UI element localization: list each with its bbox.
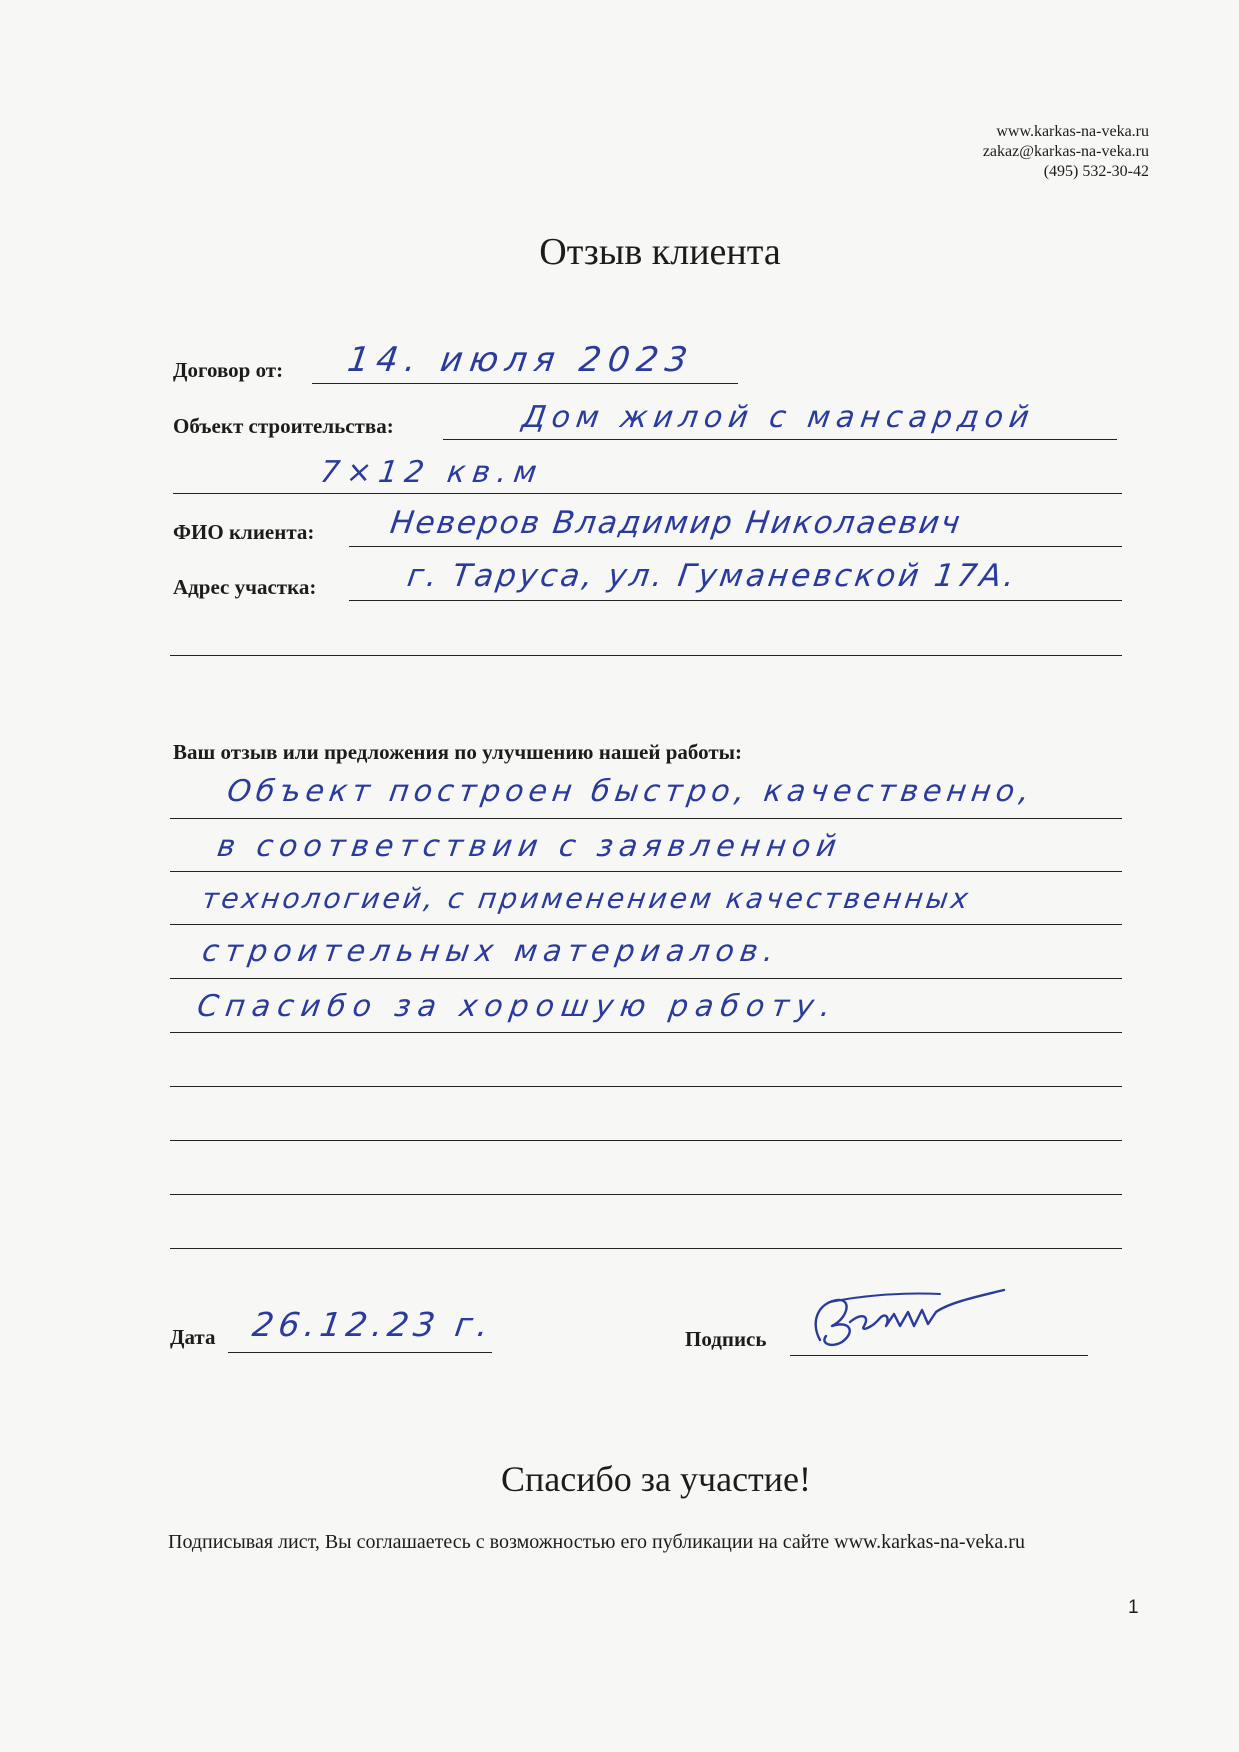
contact-block (983, 122, 1149, 182)
date-line (228, 1352, 492, 1353)
construction-object-line-2 (173, 493, 1122, 494)
plot-address-line (349, 600, 1122, 601)
email-text: zakaz@karkas-na-veka.ru (982, 143, 1149, 160)
page-number: 1 (1128, 1597, 1139, 1618)
feedback-text-line: Объект построен быстро, качественно, (225, 774, 1037, 809)
construction-object-value-2: 7×12 кв.м (318, 455, 546, 490)
plot-address-label: Адрес участка: (173, 575, 317, 599)
feedback-text-line: строительных материалов. (200, 934, 782, 969)
feedback-line (170, 871, 1122, 872)
page-title: Отзыв клиента (539, 231, 781, 273)
feedback-line (170, 1140, 1122, 1141)
phone-text: (495) 532-30-42 (1043, 163, 1149, 180)
client-name-value: Неверов Владимир Николаевич (388, 505, 965, 541)
client-name-line (349, 546, 1122, 547)
feedback-line (170, 1032, 1122, 1033)
feedback-label: Ваш отзыв или предложения по улучшению нашей работы: (173, 740, 743, 764)
construction-object-line (443, 439, 1117, 440)
feedback-line (170, 1194, 1122, 1195)
plot-address-value: г. Таруса, ул. Гуманевской 17А. (405, 558, 1020, 594)
feedback-text-line: в соответствии с заявленной (215, 829, 845, 864)
contract-date-line (312, 383, 738, 384)
construction-object-value: Дом жилой с мансардой (520, 400, 1038, 435)
feedback-line (170, 924, 1122, 925)
client-name-label: ФИО клиента: (173, 520, 315, 544)
feedback-line (170, 978, 1122, 979)
date-value: 26.12.23 г. (250, 1305, 496, 1344)
construction-object-label: Объект строительства: (173, 414, 394, 438)
plot-address-line-2 (170, 655, 1122, 656)
feedback-line (170, 1086, 1122, 1087)
feedback-line (170, 818, 1122, 819)
feedback-text-line: технологией, с применением качественных (200, 882, 974, 915)
feedback-line (170, 1248, 1122, 1249)
contract-date-label: Договор от: (173, 358, 284, 382)
thank-you-heading: Спасибо за участие! (500, 1459, 812, 1499)
signature-label: Подпись (685, 1327, 767, 1351)
website-text: www.karkas-na-veka.ru (996, 123, 1149, 140)
contract-date-value: 14. июля 2023 (345, 340, 697, 380)
feedback-text-line: Спасибо за хорошую работу. (195, 989, 840, 1024)
consent-footer: Подписывая лист, Вы соглашаетесь с возможностью его публикации на сайте www.karkas-na-veka.ru (168, 1531, 1025, 1553)
date-label: Дата (170, 1325, 216, 1349)
handwritten-signature-icon (790, 1282, 1060, 1362)
